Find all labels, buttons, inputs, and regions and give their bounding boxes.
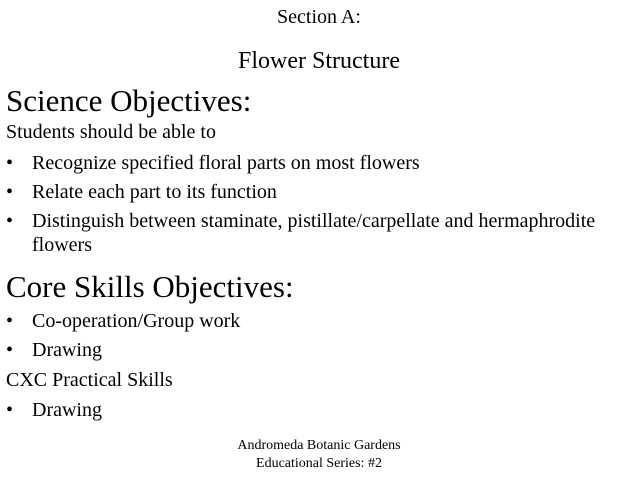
science-objectives-heading: Science Objectives: <box>6 83 252 118</box>
bullet-icon: • <box>6 399 14 421</box>
cxc-skills-heading: CXC Practical Skills <box>6 369 173 391</box>
bullet-text: Distinguish between staminate, pistillate/carpellate and hermaphrodite flowers <box>32 210 596 256</box>
list-item <box>6 180 606 204</box>
bullet-text: Relate each part to its function <box>32 181 277 203</box>
footer-line-1: Andromeda Botanic Gardens <box>237 438 401 453</box>
bullet-text: Co-operation/Group work <box>32 310 241 332</box>
bullet-text: Recognize specified floral parts on most flowers <box>32 152 420 174</box>
bullet-icon: • <box>6 210 14 232</box>
list-item <box>6 398 606 422</box>
bullet-icon: • <box>6 181 14 203</box>
bullet-icon: • <box>6 152 14 174</box>
science-intro: Students should be able to <box>6 121 216 143</box>
list-item <box>6 338 606 362</box>
slide-title: Flower Structure <box>238 48 400 74</box>
bullet-text: Drawing <box>32 399 102 421</box>
bullet-icon: • <box>6 310 14 332</box>
core-skills-heading: Core Skills Objectives: <box>6 269 294 304</box>
bullet-icon: • <box>6 339 14 361</box>
list-item <box>6 209 606 257</box>
footer-line-2: Educational Series: #2 <box>256 456 382 471</box>
bullet-text: Drawing <box>32 339 102 361</box>
section-label: Section A: <box>277 6 361 28</box>
list-item <box>6 309 606 333</box>
list-item <box>6 151 606 175</box>
